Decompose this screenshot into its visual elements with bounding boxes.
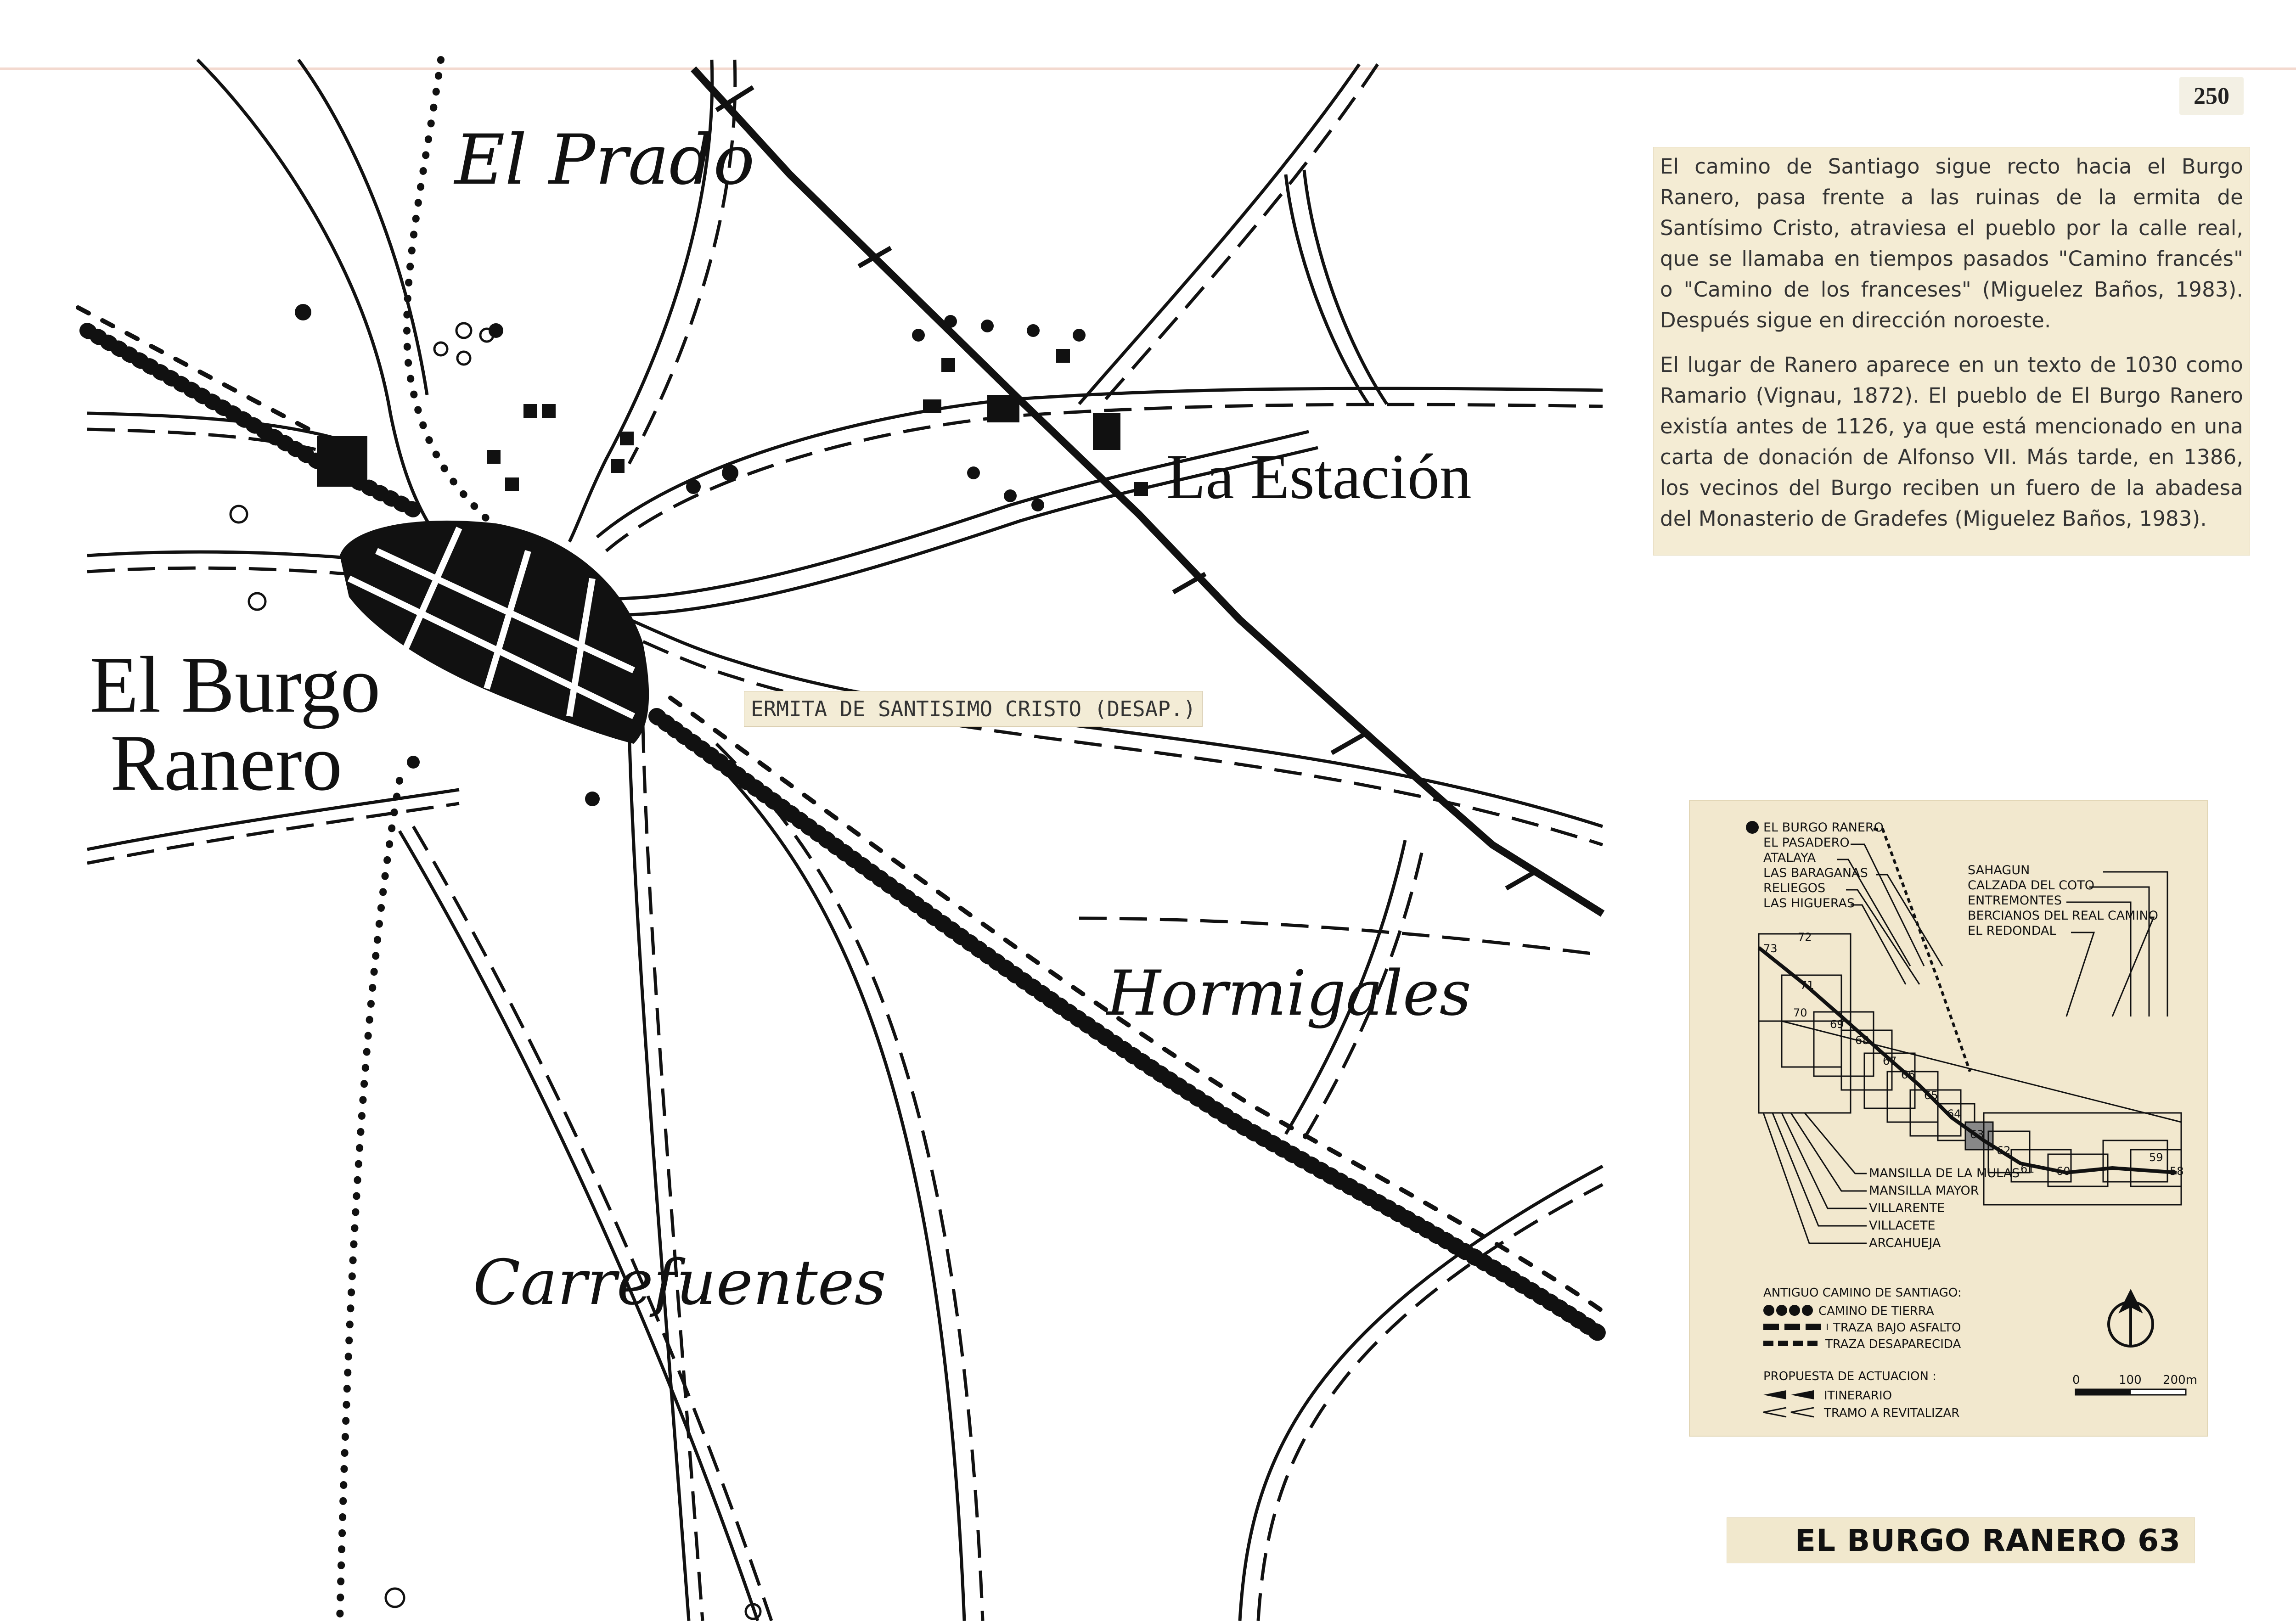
sheet-68: 68 xyxy=(1855,1034,1869,1047)
scale-label-0: 0 xyxy=(2072,1373,2080,1387)
description-paragraph-2: El lugar de Ranero aparece en un texto de 1030 como Ramario (Vignau, 1872). El pueblo de El Burgo Ranero existía antes de 1126, ya que está mencionado en una carta de donación de Alfonso VII. Más tarde, en 1386, los vecinos del Burgo reciben un fuero de la abadesa del Monasterio de Gradefes (Miguelez Baños, 1983). xyxy=(1660,353,2243,531)
sheet-65: 65 xyxy=(1924,1089,1938,1102)
sheet-63: 63 xyxy=(1970,1128,1984,1141)
burgo-ranero-marker xyxy=(1746,821,1759,834)
label-ranero: Ranero xyxy=(110,718,343,807)
description-paragraph-1: El camino de Santiago sigue recto hacia el Burgo Ranero, pasa frente a las ruinas de la ermita de Santísimo Cristo, atraviesa el pueblo por la calle real, que se llamaba en tiempos pasados "Camino francés" o "Camino de los franceses" (Miguelez Baños, 1983). Después sigue en dirección noroeste. xyxy=(1660,154,2243,332)
inset-town-16: ARCAHUEJA xyxy=(1869,1236,1941,1250)
inset-town-3: ATALAYA xyxy=(1763,851,1816,865)
scale-label-200m: 200m xyxy=(2163,1373,2197,1387)
sheet-73: 73 xyxy=(1763,942,1778,955)
inset-town-10: BERCIANOS DEL REAL CAMINO xyxy=(1968,909,2158,923)
inset-town-8: CALZADA DEL COTO xyxy=(1968,878,2095,893)
label-el-prado: El Prado xyxy=(455,120,755,200)
road-network xyxy=(87,60,1603,1621)
inset-legend xyxy=(1763,1286,1962,1420)
scale-label-100: 100 xyxy=(2119,1373,2142,1387)
sheet-72: 72 xyxy=(1798,931,1812,943)
label-hormigales: Hormigales xyxy=(1107,957,1471,1029)
legend-proposal-title: PROPUESTA DE ACTUACION : xyxy=(1763,1370,1936,1383)
sheet-69: 69 xyxy=(1830,1018,1844,1031)
inset-town-11: EL REDONDAL xyxy=(1968,924,2056,938)
inset-town-1: EL BURGO RANERO xyxy=(1763,820,1884,835)
inset-town-12: MANSILLA DE LA MULAS xyxy=(1869,1166,2020,1180)
sheet-60: 60 xyxy=(2056,1165,2071,1178)
inset-town-6: LAS HIGUERAS xyxy=(1763,896,1855,910)
sheet-66: 66 xyxy=(1901,1068,1915,1081)
label-carrefuentes: Carrefuentes xyxy=(473,1247,886,1319)
route-index-inset xyxy=(1689,800,2208,1437)
page-number: 250 xyxy=(2179,77,2244,115)
scale-bar xyxy=(2072,1373,2197,1395)
inset-town-7: SAHAGUN xyxy=(1968,863,2030,877)
sheet-62: 62 xyxy=(1997,1144,2011,1157)
sheet-59: 59 xyxy=(2149,1151,2163,1164)
north-arrow-icon xyxy=(2109,1292,2153,1346)
inset-town-5: RELIEGOS xyxy=(1763,881,1826,895)
inset-town-4: LAS BARAGANAS xyxy=(1763,866,1868,880)
legend-title: ANTIGUO CAMINO DE SANTIAGO: xyxy=(1763,1286,1962,1300)
inset-town-2: EL PASADERO xyxy=(1763,836,1850,850)
legend-item-2: TRAZA BAJO ASFALTO xyxy=(1833,1321,1961,1335)
sheet-67: 67 xyxy=(1883,1055,1897,1067)
inset-diagram xyxy=(1690,801,2207,1436)
inset-sheet-grid xyxy=(1759,934,2181,1205)
page-caption: EL BURGO RANERO 63 xyxy=(1727,1517,2195,1563)
description-panel xyxy=(1653,147,2250,556)
label-el-burgo: El Burgo xyxy=(90,640,381,729)
inset-town-13: MANSILLA MAYOR xyxy=(1869,1184,1979,1198)
sheet-70: 70 xyxy=(1793,1006,1807,1019)
legend-item-1: CAMINO DE TIERRA xyxy=(1818,1304,1934,1318)
legend-item-3: TRAZA DESAPARECIDA xyxy=(1825,1337,1961,1351)
inset-town-14: VILLARENTE xyxy=(1869,1201,1945,1215)
sheet-61: 61 xyxy=(2020,1162,2035,1175)
hermitage-label: ERMITA DE SANTISIMO CRISTO (DESAP.) xyxy=(744,691,1203,727)
legend-proposal-1: ITINERARIO xyxy=(1824,1389,1892,1403)
label-la-estacion: La Estación xyxy=(1166,441,1472,512)
dotted-path xyxy=(340,60,496,1621)
inset-town-9: ENTREMONTES xyxy=(1968,893,2062,908)
sheet-71: 71 xyxy=(1800,979,1814,992)
inset-town-15: VILLACETE xyxy=(1869,1219,1936,1233)
sheet-58: 58 xyxy=(2170,1165,2184,1178)
sheet-64: 64 xyxy=(1947,1107,1961,1120)
legend-proposal-2: TRAMO A REVITALIZAR xyxy=(1824,1406,1960,1420)
